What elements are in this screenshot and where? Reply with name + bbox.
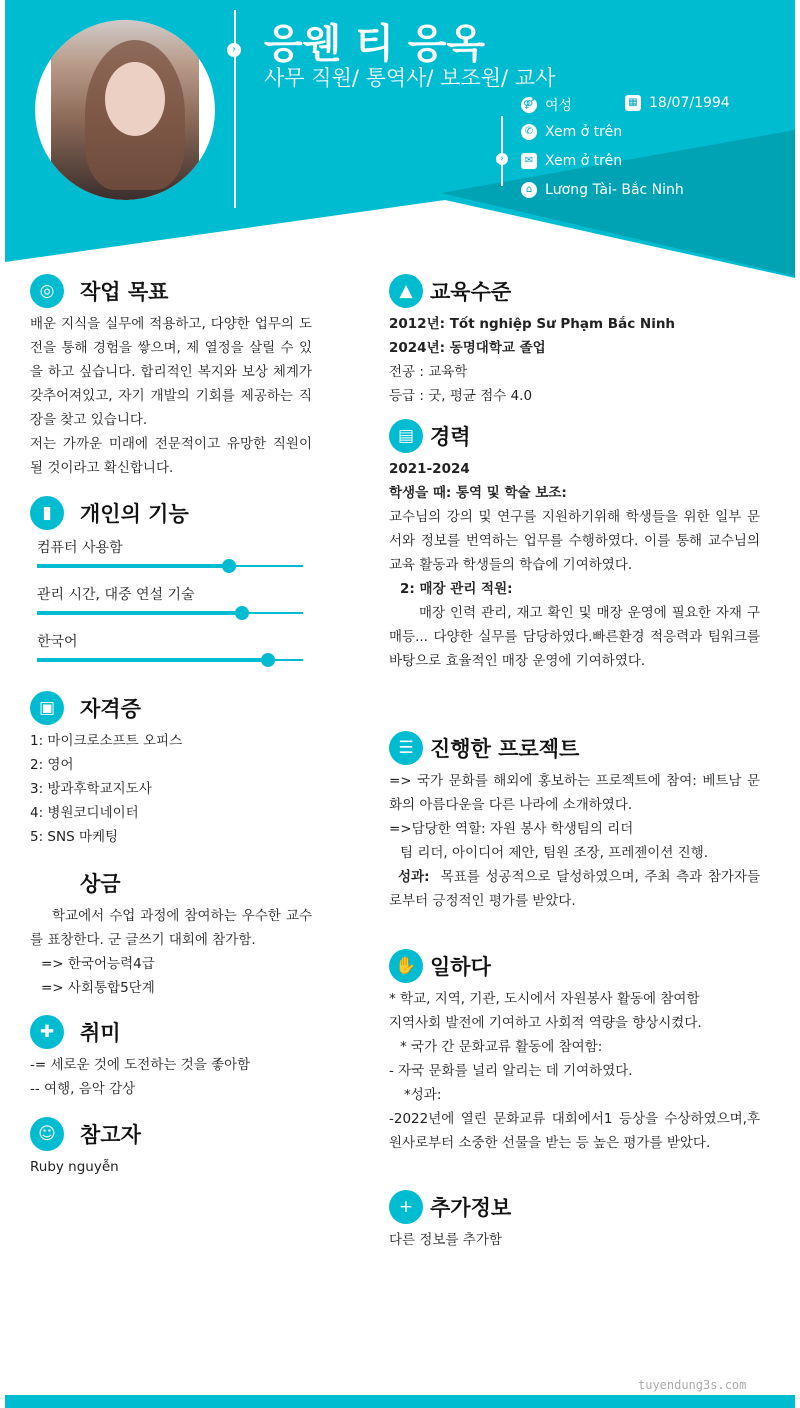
thumbs-up-icon: ✋ <box>389 949 423 983</box>
hobbies-title: 취미 <box>80 1021 121 1045</box>
birthdate-info: ▦ 18/07/1994 <box>625 95 730 111</box>
plus-circle-icon: + <box>389 1190 423 1224</box>
user-icon: ☺ <box>30 1117 64 1151</box>
list-item: 1: 마이크로소프트 오피스 <box>30 733 183 749</box>
certificates-list <box>30 729 320 849</box>
address-info: ⌂ Lương Tài- Bắc Ninh <box>521 182 684 198</box>
list-item: => 사회통합5단계 <box>41 980 155 996</box>
skill-bar-knob <box>235 606 249 620</box>
email-icon: ✉ <box>521 153 537 169</box>
projects-title: 진행한 프로젝트 <box>430 737 580 761</box>
bar-chart-icon: ▮ <box>30 496 64 530</box>
chevron-right-icon: › <box>227 43 241 57</box>
reference-title: 참고자 <box>80 1123 141 1147</box>
phone-icon: ✆ <box>521 124 537 140</box>
list-item: -= 세로운 것에 도전하는 것을 좋아함 <box>30 1057 251 1073</box>
certificate-icon: ▣ <box>30 691 64 725</box>
email-info: ✉ Xem ở trên <box>521 153 622 169</box>
hobbies-list <box>30 1053 320 1101</box>
skill-bar-fill <box>37 564 229 568</box>
certificates-title: 자격증 <box>80 697 141 721</box>
checklist-icon: ☰ <box>389 731 423 765</box>
skill-label: 컴퓨터 사용함 <box>37 540 123 556</box>
skill-bar-knob <box>261 653 275 667</box>
contact-divider <box>501 116 503 186</box>
gamepad-icon: ✚ <box>30 1015 64 1049</box>
home-icon: ⌂ <box>521 182 537 198</box>
phone-info: ✆ Xem ở trên <box>521 124 622 140</box>
calendar-icon: ▦ <box>625 95 641 111</box>
skills-title: 개인의 기능 <box>80 502 189 526</box>
candidate-name: 응웬 티 응옥 <box>264 21 486 67</box>
skill-bar-fill <box>37 658 268 662</box>
skill-bar-knob <box>222 559 236 573</box>
volunteer-title: 일하다 <box>430 955 491 979</box>
list-item: 4: 병원코디네이터 <box>30 805 139 821</box>
awards-list <box>41 952 311 1000</box>
profile-photo <box>35 20 215 200</box>
list-item: -- 여행, 음악 감상 <box>30 1081 136 1097</box>
experience-text: 2021-2024 학생을 때: 통역 및 학술 보조: 교수님의 강의 및 연구를 지원하기위해 학생들을 위한 일부 문서와 정보를 번역하는 업무를 수행하였다. 이를 통해 교수님의 교육 활동과 학생들의 학습에 기여하였다. 2: 매장 관리 적원: 매장 인력 관리, 재고 확인 및 매장 운영에 필요한 자재 구매등... 다양한 실무를 담당하였다.빠른환경 적응력과 팀워크를 바탕으로 효율적인 매장 운영에 기여하였다. <box>389 461 760 669</box>
objective-text: 배운 지식을 실무에 적용하고, 다양한 업무의 도전을 통해 경험을 쌓으며, 제 열정을 살릴 수 있을 하고 싶습니다. 합리적인 복지와 보상 체계가 갖추어져있고, 자기 개발의 기회를 제공하는 직장을 찾고 있습니다. 저는 가까운 미래에 전문적이고 유망한 직원이 될 것이라고 확신합니다. <box>30 316 312 476</box>
header-divider <box>234 10 236 208</box>
volunteer-text: * 학교, 지역, 기관, 도시에서 자원봉사 활동에 참여함 지역사회 발전에 기여하고 사회적 역량을 향상시켰다. * 국가 간 문화교류 활동에 참여함: - 자국 문화를 널리 알리는 데 기여하였다. *성과: -2022년에 열린 문화교류 대회에서1 등상을 수상하였으며,후원사로부터 소중한 선물을 받는 등 높은 평가를 받았다. <box>389 991 760 1151</box>
awards-text: 학교에서 수업 과정에 참여하는 우수한 교수를 표창한다. 군 글쓰기 대회에 참가함. <box>30 908 312 948</box>
education-text: 2012년: Tốt nghiệp Sư Phạm Bắc Ninh 2024년: 동명대학교 졸업 전공 : 교육학 등급 : 굿, 평균 점수 4.0 <box>389 316 676 404</box>
experience-title: 경력 <box>430 425 471 449</box>
gender-info: ⚤ 여성 <box>521 95 572 115</box>
graduation-cap-icon: ▲ <box>389 274 423 308</box>
skill-bar-fill <box>37 611 242 615</box>
education-title: 교육수준 <box>430 280 512 304</box>
extra-title: 추가정보 <box>430 1196 512 1220</box>
extra-text: 다른 정보를 추가함 <box>389 1232 502 1248</box>
skill-label: 한국어 <box>37 634 78 650</box>
briefcase-icon: ▤ <box>389 419 423 453</box>
target-icon: ◎ <box>30 274 64 308</box>
awards-title: 상금 <box>80 872 121 896</box>
projects-text: => 국가 문화를 해외에 홍보하는 프로젝트에 참여: 베트남 문화의 아름다운을 다른 나라에 소개하였다. =>담당한 역할: 자원 봉사 학생팀의 리더 팀 리더, 아이디어 제안, 팀원 조장, 프레젠이션 진행. 성과: 목표를 성공적으로 달성하였으며, 주최 측과 참가자들로부터 긍정적인 평가를 받았다. <box>389 773 760 909</box>
list-item: => 한국어능력4급 <box>41 956 155 972</box>
gender-icon: ⚤ <box>521 97 537 113</box>
footer-bar <box>5 1395 795 1408</box>
job-title: 사무 직원/ 통역사/ 보조원/ 교사 <box>264 66 556 90</box>
watermark: tuyendung3s.com <box>638 1378 747 1392</box>
list-item: 5: SNS 마케팅 <box>30 829 119 845</box>
list-item: 3: 방과후학교지도사 <box>30 781 152 797</box>
reference-name: Ruby nguyễn <box>30 1159 119 1175</box>
objective-title: 작업 목표 <box>80 280 169 304</box>
skill-label: 관리 시간, 대중 연설 기술 <box>37 587 195 603</box>
list-item: 2: 영어 <box>30 757 74 773</box>
chevron-right-icon: › <box>496 153 508 165</box>
